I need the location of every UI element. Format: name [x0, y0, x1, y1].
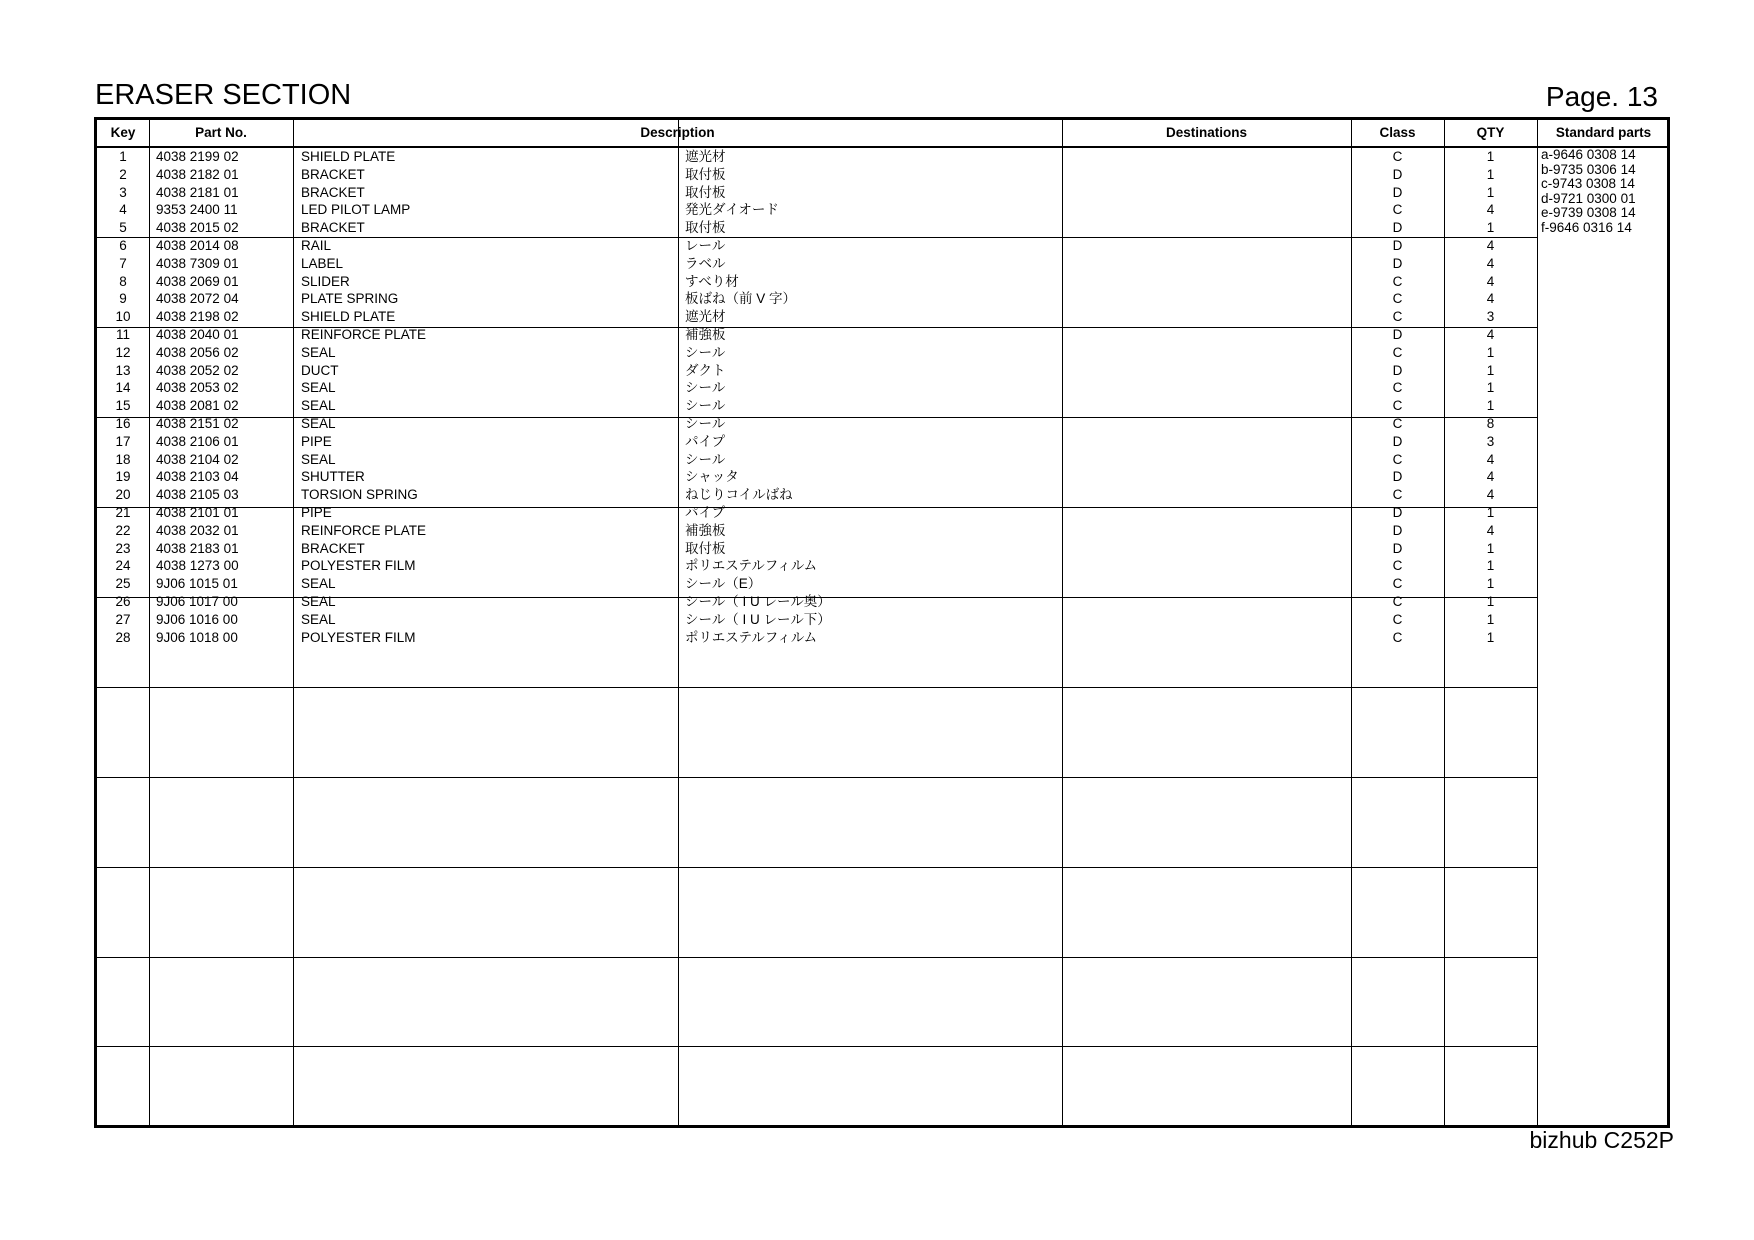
row-description-en: DUCT: [301, 362, 339, 378]
row-description-en: SEAL: [301, 380, 336, 396]
row-key: 25: [115, 576, 131, 592]
row-description-en: SEAL: [301, 593, 336, 609]
row-class: D: [1392, 522, 1403, 538]
row-qty: 4: [1486, 273, 1495, 289]
row-part-no: 4038 2014 08: [156, 237, 239, 253]
standard-part: d-9721 0300 01: [1541, 190, 1636, 206]
row-description-jp: すべり材: [685, 273, 739, 289]
header-key: Key: [110, 125, 136, 140]
col-divider: [1537, 120, 1538, 1125]
row-description-jp: 取付板: [685, 220, 726, 236]
row-description-en: SEAL: [301, 611, 336, 627]
header-destinations: Destinations: [1165, 125, 1247, 140]
standard-part: f-9646 0316 14: [1541, 219, 1632, 235]
row-key: 2: [119, 166, 127, 182]
row-class: D: [1392, 504, 1403, 520]
row-description-jp: 遮光材: [685, 309, 726, 325]
row-key: 18: [115, 451, 131, 467]
row-class: D: [1392, 433, 1403, 449]
row-description-en: SEAL: [301, 415, 336, 431]
group-rule: [97, 777, 1537, 778]
row-description-jp: 補強板: [685, 522, 726, 538]
row-qty: 1: [1486, 344, 1495, 360]
row-description-en: SEAL: [301, 451, 336, 467]
row-qty: 4: [1486, 487, 1495, 503]
description-en-column: [301, 148, 426, 646]
standard-part: b-9735 0306 14: [1541, 161, 1636, 177]
row-key: 9: [119, 291, 127, 307]
row-qty: 4: [1486, 255, 1495, 271]
row-qty: 1: [1486, 184, 1495, 200]
row-class: D: [1392, 237, 1403, 253]
row-qty: 8: [1486, 415, 1495, 431]
row-part-no: 9J06 1015 01: [156, 576, 238, 592]
row-key: 26: [115, 593, 131, 609]
row-description-en: SHIELD PLATE: [301, 309, 396, 325]
row-key: 20: [115, 487, 131, 503]
row-class: C: [1392, 629, 1403, 645]
row-class: D: [1392, 184, 1403, 200]
row-key: 16: [115, 415, 131, 431]
row-description-en: PIPE: [301, 504, 332, 520]
row-description-jp: ダクト: [685, 362, 726, 378]
row-part-no: 4038 2199 02: [156, 149, 239, 164]
row-qty: 1: [1486, 380, 1495, 396]
row-qty: 1: [1486, 504, 1495, 520]
row-class: C: [1392, 398, 1403, 414]
row-class: C: [1392, 291, 1403, 307]
row-class: C: [1392, 380, 1403, 396]
row-description-en: SLIDER: [301, 273, 350, 289]
row-class: C: [1392, 273, 1403, 289]
row-class: D: [1392, 540, 1403, 556]
row-part-no: 9J06 1016 00: [156, 611, 238, 627]
row-description-en: PIPE: [301, 433, 332, 449]
row-part-no: 9J06 1018 00: [156, 629, 238, 645]
row-part-no: 4038 2052 02: [156, 362, 239, 378]
row-key: 27: [115, 611, 131, 627]
row-class: C: [1392, 558, 1403, 574]
row-key: 11: [115, 326, 130, 342]
row-part-no: 4038 2103 04: [156, 469, 239, 485]
header-part-no: Part No.: [195, 125, 247, 140]
row-part-no: 4038 2182 01: [156, 166, 239, 182]
row-qty: 1: [1486, 576, 1495, 592]
row-description-jp: 取付板: [685, 184, 726, 200]
row-description-en: SEAL: [301, 576, 336, 592]
qty-column: [1444, 148, 1537, 646]
row-part-no: 4038 2032 01: [156, 522, 239, 538]
group-rule: [97, 867, 1537, 868]
row-part-no: 4038 2069 01: [156, 273, 239, 289]
standard-part: e-9739 0308 14: [1541, 205, 1636, 221]
row-description-jp: ポリエステルフィルム: [685, 558, 818, 574]
row-description-jp: 発光ダイオード: [685, 202, 779, 218]
row-description-jp: 補強板: [685, 326, 726, 342]
row-description-jp: シール（ I U レール下）: [685, 611, 831, 627]
row-description-jp: シール（E）: [685, 576, 762, 592]
row-description-en: TORSION SPRING: [301, 487, 418, 503]
row-key: 10: [115, 309, 131, 325]
key-column: [97, 148, 149, 646]
row-key: 6: [119, 237, 127, 253]
row-description-en: SHIELD PLATE: [301, 149, 396, 164]
section-title: ERASER SECTION: [95, 79, 352, 111]
row-class: C: [1392, 149, 1403, 164]
row-description-jp: シャッタ: [685, 469, 739, 485]
row-class: D: [1392, 166, 1403, 182]
row-class: C: [1392, 202, 1403, 218]
row-class: C: [1392, 451, 1403, 467]
group-rule: [97, 1046, 1537, 1047]
row-description-en: SEAL: [301, 398, 336, 414]
row-description-jp: シール（ I U レール奥）: [685, 593, 831, 609]
row-description-jp: ねじりコイルばね: [685, 487, 793, 503]
row-class: C: [1392, 593, 1403, 609]
row-part-no: 4038 7309 01: [156, 255, 239, 271]
header-class: Class: [1379, 125, 1416, 140]
row-part-no: 4038 2101 01: [156, 504, 239, 520]
row-description-jp: 遮光材: [685, 149, 726, 164]
row-qty: 4: [1486, 291, 1495, 307]
row-key: 22: [115, 522, 131, 538]
row-qty: 1: [1486, 558, 1495, 574]
row-description-en: SEAL: [301, 344, 336, 360]
class-column: [1351, 148, 1444, 646]
row-qty: 1: [1486, 220, 1495, 236]
row-part-no: 4038 2040 01: [156, 326, 239, 342]
row-part-no: 4038 2072 04: [156, 291, 239, 307]
row-part-no: 4038 2053 02: [156, 380, 239, 396]
row-qty: 4: [1486, 522, 1495, 538]
row-description-jp: シール: [685, 398, 726, 414]
row-qty: 1: [1486, 540, 1495, 556]
row-description-en: LABEL: [301, 255, 344, 271]
row-qty: 1: [1486, 611, 1495, 627]
row-key: 1: [119, 149, 127, 164]
row-qty: 4: [1486, 451, 1495, 467]
description-jp-column: [685, 148, 831, 646]
row-description-jp: 板ばね（前 V 字）: [685, 291, 797, 307]
row-part-no: 4038 2105 03: [156, 487, 239, 503]
row-class: D: [1392, 362, 1403, 378]
row-key: 12: [115, 344, 131, 360]
row-part-no: 4038 2081 02: [156, 398, 239, 414]
row-description-jp: レール: [685, 237, 726, 253]
row-description-en: BRACKET: [301, 184, 365, 200]
row-part-no: 4038 2198 02: [156, 309, 239, 325]
row-class: C: [1392, 309, 1403, 325]
row-qty: 1: [1486, 593, 1495, 609]
col-divider: [678, 120, 679, 1125]
col-divider: [1062, 120, 1063, 1125]
row-part-no: 4038 2106 01: [156, 433, 239, 449]
row-class: C: [1392, 611, 1403, 627]
row-qty: 3: [1486, 433, 1495, 449]
row-part-no: 4038 1273 00: [156, 558, 239, 574]
row-part-no: 9J06 1017 00: [156, 593, 238, 609]
row-part-no: 4038 2181 01: [156, 184, 239, 200]
header-qty: QTY: [1476, 125, 1505, 140]
row-class: C: [1392, 415, 1403, 431]
group-rule: [97, 687, 1537, 688]
row-description-en: POLYESTER FILM: [301, 629, 416, 645]
row-qty: 4: [1486, 202, 1495, 218]
row-description-en: SHUTTER: [301, 469, 365, 485]
row-class: D: [1392, 255, 1403, 271]
row-key: 8: [119, 273, 127, 289]
row-qty: 4: [1486, 469, 1495, 485]
row-qty: 4: [1486, 237, 1495, 253]
row-description-jp: 取付板: [685, 166, 726, 182]
row-description-en: REINFORCE PLATE: [301, 326, 427, 342]
row-description-en: POLYESTER FILM: [301, 558, 416, 574]
row-key: 21: [115, 504, 131, 520]
row-class: C: [1392, 344, 1403, 360]
row-key: 14: [115, 380, 131, 396]
row-key: 15: [115, 398, 131, 414]
row-class: D: [1392, 326, 1403, 342]
row-key: 7: [119, 255, 127, 271]
row-description-jp: パイプ: [685, 504, 726, 520]
row-class: D: [1392, 469, 1403, 485]
row-qty: 1: [1486, 629, 1495, 645]
row-key: 19: [115, 469, 131, 485]
standard-parts-list: [1541, 148, 1636, 236]
row-part-no: 4038 2151 02: [156, 415, 239, 431]
row-key: 23: [115, 540, 131, 556]
row-qty: 1: [1486, 362, 1495, 378]
row-key: 17: [115, 433, 131, 449]
row-class: C: [1392, 576, 1403, 592]
row-description-jp: シール: [685, 451, 726, 467]
row-description-jp: シール: [685, 415, 726, 431]
row-qty: 1: [1486, 398, 1495, 414]
row-description-jp: ポリエステルフィルム: [685, 629, 818, 645]
standard-part: c-9743 0308 14: [1541, 176, 1635, 192]
row-description-jp: ラベル: [685, 255, 726, 271]
row-key: 24: [115, 558, 131, 574]
row-key: 28: [115, 629, 131, 645]
row-class: D: [1392, 220, 1403, 236]
page-number: Page. 13: [1545, 81, 1658, 112]
row-part-no: 4038 2056 02: [156, 344, 239, 360]
row-qty: 3: [1486, 309, 1495, 325]
row-qty: 4: [1486, 326, 1495, 342]
row-description-jp: シール: [685, 380, 726, 396]
row-description-en: PLATE SPRING: [301, 291, 399, 307]
row-description-jp: 取付板: [685, 540, 726, 556]
row-key: 3: [119, 184, 127, 200]
row-description-en: REINFORCE PLATE: [301, 522, 427, 538]
header-description: Description: [640, 125, 715, 140]
model-name: bizhub C252P: [1529, 1127, 1674, 1153]
row-key: 4: [119, 202, 127, 218]
row-description-en: LED PILOT LAMP: [301, 202, 411, 218]
row-description-jp: シール: [685, 344, 726, 360]
part-no-column: [156, 148, 239, 646]
row-part-no: 9353 2400 11: [156, 202, 238, 218]
parts-table: [94, 117, 1670, 1128]
row-description-en: BRACKET: [301, 220, 365, 236]
row-key: 5: [119, 220, 127, 236]
col-divider: [293, 120, 294, 1125]
header-standard-parts: Standard parts: [1555, 125, 1652, 140]
row-part-no: 4038 2183 01: [156, 540, 239, 556]
row-description-en: BRACKET: [301, 540, 365, 556]
row-description-jp: パイプ: [685, 433, 726, 449]
group-rule: [97, 957, 1537, 958]
row-part-no: 4038 2104 02: [156, 451, 239, 467]
col-divider: [149, 120, 150, 1125]
row-description-en: RAIL: [301, 237, 332, 253]
row-qty: 1: [1486, 166, 1495, 182]
row-qty: 1: [1486, 149, 1495, 164]
row-part-no: 4038 2015 02: [156, 220, 239, 236]
row-key: 13: [115, 362, 131, 378]
row-description-en: BRACKET: [301, 166, 365, 182]
standard-part: a-9646 0308 14: [1541, 147, 1636, 162]
row-class: C: [1392, 487, 1403, 503]
